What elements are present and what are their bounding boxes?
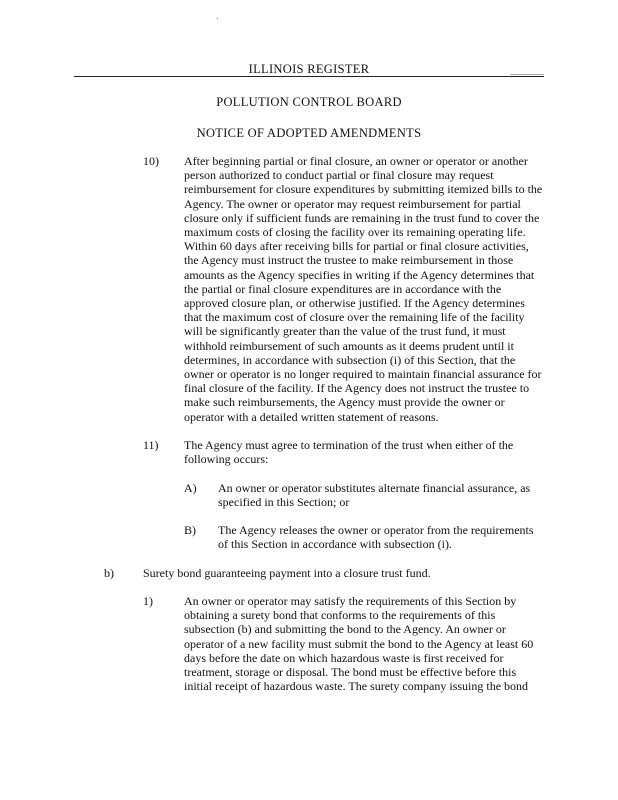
header-rule: [74, 76, 544, 77]
item-b-text: The Agency releases the owner or operator from the requirements of this Section in accordance with subsection (i).: [218, 523, 534, 552]
header-rule-tail: [510, 74, 544, 75]
scan-speck: [217, 18, 218, 19]
item-b-label: B): [184, 523, 196, 537]
board-name: POLLUTION CONTROL BOARD: [216, 95, 402, 109]
item-11-text: The Agency must agree to termination of the trust when either of the following occurs:: [184, 438, 514, 467]
section-b-label: b): [104, 566, 114, 580]
section-b-text: Surety bond guaranteeing payment into a closure trust fund.: [143, 566, 431, 580]
notice-title: NOTICE OF ADOPTED AMENDMENTS: [196, 126, 422, 140]
item-10-label: 10): [143, 154, 159, 168]
item-1-text: An owner or operator may satisfy the requirements of this Section by obtaining a surety bond that conforms to the requirements of this subsection (b) and submitting the bond to the Agency. An owner or operator of a new facility must submit the bond to the Agency at least 60 days before the date on which hazardous waste is first received for treatment, storage or disposal. The bond must be effective before this initial receipt of hazardous waste. The surety company issuing the bond: [184, 594, 534, 694]
item-a-text: An owner or operator substitutes alternate financial assurance, as specified in this Section; or: [218, 481, 531, 510]
item-a-label: A): [184, 481, 197, 495]
item-11-label: 11): [143, 438, 159, 452]
item-10-text: After beginning partial or final closure, an owner or operator or another person authorized to conduct partial or final closure may request reimbursement for closure expenditures by submitting itemized bills to the Agency. The owner or operator may request reimbursement for partial closure only if sufficient funds are remaining in the trust fund to cover the maximum costs of closing the facility over its remaining operating life. Within 60 days after receiving bills for partial or final closure activities, the Agency must instruct the trustee to make reimbursement in those amounts as the Agency specifies in writing if the Agency determines that the partial or final closure expenditures are in accordance with the approved closure plan, or otherwise justified. If the Agency determines that the maximum cost of closure over the remaining life of the facility will be significantly greater than the value of the trust fund, it must withhold reimbursement of such amounts as it deems prudent until it determines, in accordance with subsection (i) of this Section, that the owner or operator is no longer required to maintain financial assurance for final closure of the facility. If the Agency does not instruct the trustee to make such reimbursements, the Agency must provide the owner or operator with a detailed written statement of reasons.: [184, 154, 543, 424]
register-title: ILLINOIS REGISTER: [248, 62, 370, 76]
item-1-label: 1): [143, 594, 153, 608]
